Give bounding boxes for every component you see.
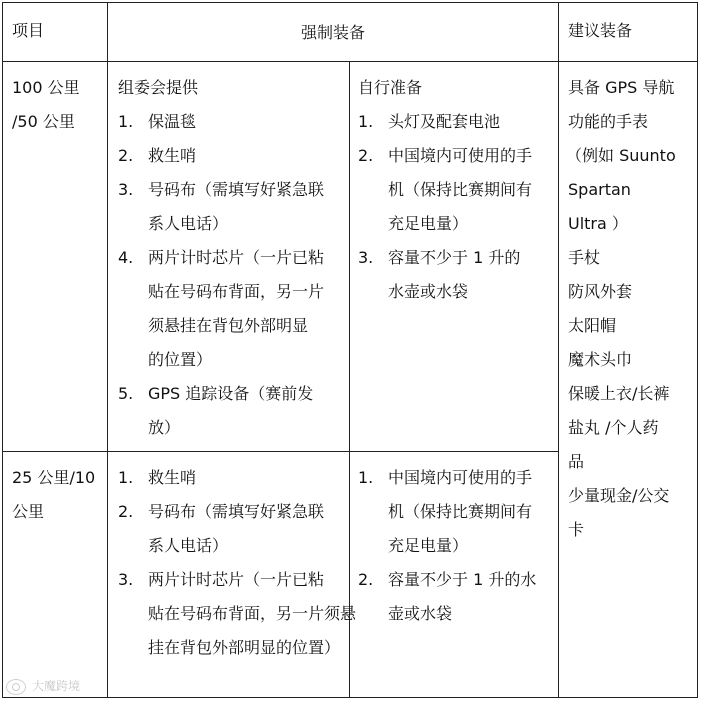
list-text: 救生哨: [148, 468, 197, 487]
row1-organizer-item: [118, 173, 324, 241]
row2-organizer-item: [118, 495, 324, 563]
col-divider-suggested: [558, 2, 559, 698]
suggested-line: 保暖上衣/长裤: [568, 384, 670, 403]
row1-organizer-item: [118, 241, 324, 377]
suggested-line: 卡: [568, 520, 585, 539]
suggested-line: 盐丸 /个人药: [568, 418, 659, 437]
suggested-line: 防风外套: [568, 282, 633, 301]
row2-label-line1: 25 公里/10: [12, 468, 96, 487]
list-number: 1.: [118, 112, 134, 131]
list-text: 系人电话）: [148, 536, 229, 555]
list-text: 容量不少于 1 升的: [388, 248, 521, 267]
list-number: 3.: [118, 570, 134, 589]
row1-self-item: [358, 139, 532, 241]
list-number: 2.: [118, 146, 134, 165]
list-number: 1.: [358, 468, 374, 487]
suggested-line: 太阳帽: [568, 316, 617, 335]
suggested-line: 少量现金/公交: [568, 486, 670, 505]
suggested-line: （例如 Suunto: [566, 146, 676, 165]
list-text: 中国境内可使用的手: [388, 468, 533, 487]
list-number: 2.: [358, 146, 374, 165]
col-divider-item: [107, 2, 108, 698]
row-divider: [2, 451, 558, 452]
list-text: 的位置）: [148, 350, 213, 369]
row1-self-title: 自行准备: [358, 78, 423, 97]
list-text: 中国境内可使用的手: [388, 146, 533, 165]
list-text: 号码布（需填写好紧急联: [148, 502, 325, 521]
list-number: 1.: [358, 112, 374, 131]
row2-organizer-item: [118, 461, 196, 495]
row1-organizer-item: [118, 139, 196, 173]
row2-self-item: [358, 563, 536, 631]
header-mandatory: 强制装备: [300, 23, 365, 42]
watermark-logo-icon: [6, 679, 26, 695]
list-number: 4.: [118, 248, 134, 267]
list-number: 3.: [118, 180, 134, 199]
list-number: 3.: [358, 248, 374, 267]
list-text: 须悬挂在背包外部明显: [148, 316, 309, 335]
suggested-line: Spartan: [568, 180, 631, 199]
row1-organizer-item: [118, 377, 313, 445]
list-text: 壶或水袋: [388, 604, 453, 623]
suggested-line: 手杖: [568, 248, 601, 267]
list-text: 水壶或水袋: [388, 282, 469, 301]
suggested-line: 魔术头巾: [568, 350, 633, 369]
list-text: 容量不少于 1 升的水: [388, 570, 537, 589]
list-text: 两片计时芯片（一片已粘: [148, 248, 325, 267]
header-item: 项目: [12, 21, 45, 40]
suggested-line: 功能的手表: [568, 112, 649, 131]
list-number: 5.: [118, 384, 134, 403]
row1-label-line1: 100 公里: [12, 78, 80, 97]
row1-self-item: [358, 241, 520, 309]
suggested-line: 品: [568, 452, 585, 471]
list-text: 机（保持比赛期间有: [388, 502, 533, 521]
list-number: 1.: [118, 468, 134, 487]
row1-label-line2: /50 公里: [12, 112, 75, 131]
list-text: 充足电量）: [388, 536, 469, 555]
row2-organizer-item: [118, 563, 356, 665]
list-text: 放）: [148, 418, 181, 437]
row2-label-line2: 公里: [12, 502, 45, 521]
list-text: 充足电量）: [388, 214, 469, 233]
table-border-left: [2, 2, 3, 698]
header-suggested: 建议装备: [568, 21, 633, 40]
list-text: 贴在号码布背面，另一片: [148, 282, 325, 301]
suggested-line: 具备 GPS 导航: [568, 78, 675, 97]
row1-organizer-title: 组委会提供: [118, 78, 199, 97]
row1-organizer-item: [118, 105, 196, 139]
row1-self-item: [358, 105, 500, 139]
table-border-right: [697, 2, 698, 698]
list-text: 系人电话）: [148, 214, 229, 233]
list-number: 2.: [118, 502, 134, 521]
watermark-text: 大魔跨境: [32, 679, 81, 693]
list-text: 号码布（需填写好紧急联: [148, 180, 325, 199]
list-text: 挂在背包外部明显的位置）: [148, 638, 341, 657]
list-text: 贴在号码布背面，另一片须悬: [148, 604, 357, 623]
watermark: [6, 678, 80, 695]
list-text: 头灯及配套电池: [388, 112, 501, 131]
suggested-line: Ultra ）: [568, 214, 628, 233]
list-text: 机（保持比赛期间有: [388, 180, 533, 199]
list-text: GPS 追踪设备（赛前发: [148, 384, 314, 403]
list-text: 救生哨: [148, 146, 197, 165]
list-number: 2.: [358, 570, 374, 589]
list-text: 两片计时芯片（一片已粘: [148, 570, 325, 589]
list-text: 保温毯: [148, 112, 197, 131]
row2-self-item: [358, 461, 532, 563]
